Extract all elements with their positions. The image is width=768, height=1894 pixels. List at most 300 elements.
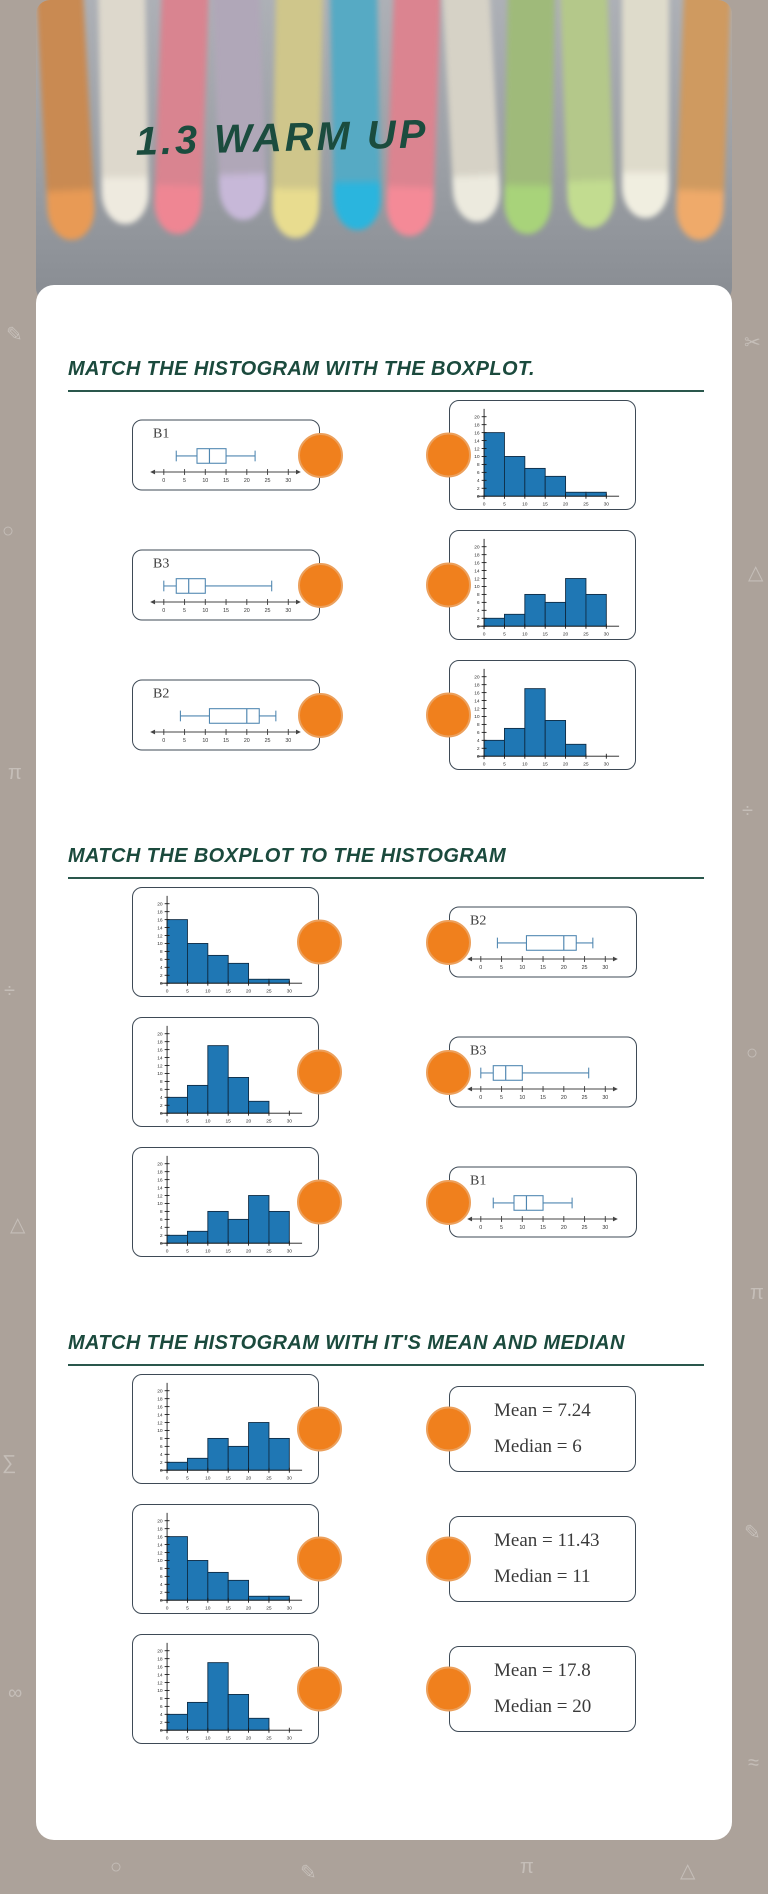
- svg-text:6: 6: [476, 731, 480, 737]
- math-doodle-icon: ∑: [2, 1452, 17, 1474]
- svg-text:20: 20: [245, 1606, 252, 1612]
- math-doodle-icon: ∞: [8, 1682, 23, 1704]
- match-connector-dot[interactable]: [297, 1537, 342, 1582]
- section-heading: MATCH THE HISTOGRAM WITH IT'S MEAN AND MEDIAN: [68, 1332, 625, 1354]
- svg-text:0: 0: [159, 1112, 163, 1118]
- svg-text:0: 0: [162, 738, 166, 745]
- svg-text:5: 5: [186, 1736, 189, 1742]
- svg-text:0: 0: [159, 982, 163, 988]
- svg-text:15: 15: [542, 502, 548, 508]
- svg-text:14: 14: [157, 1543, 163, 1549]
- svg-text:15: 15: [225, 1606, 231, 1612]
- svg-text:8: 8: [159, 1080, 163, 1086]
- svg-text:10: 10: [519, 1225, 526, 1232]
- svg-text:18: 18: [157, 1397, 163, 1403]
- svg-text:10: 10: [519, 1095, 526, 1102]
- match-connector-dot[interactable]: [298, 433, 343, 478]
- math-doodle-icon: ✎: [6, 324, 23, 346]
- math-doodle-icon: π: [8, 762, 22, 784]
- svg-text:20: 20: [474, 545, 480, 551]
- match-connector-dot[interactable]: [297, 1667, 342, 1712]
- match-card-boxplot-B2[interactable]: [132, 680, 320, 751]
- chalk-stick: [98, 0, 149, 224]
- svg-text:2: 2: [476, 487, 480, 493]
- svg-text:30: 30: [286, 1476, 293, 1482]
- svg-text:25: 25: [583, 762, 589, 768]
- svg-text:0: 0: [479, 965, 483, 972]
- svg-text:15: 15: [225, 1119, 231, 1125]
- svg-text:30: 30: [285, 478, 292, 485]
- svg-text:15: 15: [225, 989, 231, 995]
- svg-text:25: 25: [266, 1119, 272, 1125]
- svg-text:4: 4: [159, 1583, 163, 1589]
- svg-text:2: 2: [476, 747, 480, 753]
- svg-text:18: 18: [474, 423, 480, 429]
- boxplot-label: B3: [153, 556, 170, 572]
- svg-text:5: 5: [186, 1119, 189, 1125]
- match-card-histogram-H2[interactable]: [132, 1374, 319, 1484]
- svg-text:18: 18: [157, 1657, 163, 1663]
- svg-text:0: 0: [482, 502, 486, 508]
- worksheet-sheet: [36, 285, 732, 1840]
- svg-text:18: 18: [157, 1040, 163, 1046]
- match-connector-dot[interactable]: [426, 920, 471, 965]
- section-match-mean-median: [36, 1331, 732, 1744]
- svg-text:8: 8: [159, 1567, 163, 1573]
- svg-text:5: 5: [500, 1095, 504, 1102]
- svg-text:18: 18: [474, 553, 480, 559]
- mean-value: Mean = 17.8: [494, 1660, 591, 1681]
- match-connector-dot[interactable]: [297, 1050, 342, 1095]
- svg-text:15: 15: [223, 608, 230, 615]
- match-connector-dot[interactable]: [426, 563, 471, 608]
- svg-text:15: 15: [542, 762, 548, 768]
- svg-text:25: 25: [266, 1476, 272, 1482]
- boxplot-B3-chart: [133, 551, 319, 620]
- svg-text:25: 25: [581, 965, 588, 972]
- boxplot-label: B1: [153, 426, 170, 442]
- svg-text:5: 5: [503, 632, 506, 638]
- section-divider: [68, 390, 704, 392]
- histogram-H1-chart: [133, 1505, 318, 1613]
- svg-text:4: 4: [159, 966, 163, 972]
- svg-text:0: 0: [476, 755, 480, 761]
- svg-text:16: 16: [474, 691, 480, 697]
- histogram-H1-chart: [133, 888, 318, 996]
- svg-text:0: 0: [165, 1606, 169, 1612]
- section-divider: [68, 1364, 704, 1366]
- chalk-stick: [560, 0, 616, 229]
- match-card-histogram-H1[interactable]: [449, 400, 636, 510]
- svg-text:20: 20: [474, 675, 480, 681]
- svg-text:2: 2: [159, 1461, 163, 1467]
- match-card-histogram-H3[interactable]: [449, 660, 636, 770]
- svg-text:30: 30: [603, 502, 610, 508]
- svg-text:30: 30: [285, 738, 292, 745]
- svg-text:20: 20: [243, 738, 250, 745]
- svg-text:15: 15: [223, 478, 230, 485]
- svg-text:30: 30: [285, 608, 292, 615]
- svg-text:25: 25: [266, 1736, 272, 1742]
- svg-text:6: 6: [159, 1705, 163, 1711]
- svg-text:0: 0: [165, 1476, 169, 1482]
- svg-text:20: 20: [560, 1225, 567, 1232]
- svg-text:8: 8: [159, 1437, 163, 1443]
- svg-text:30: 30: [286, 1119, 293, 1125]
- match-card-mean-median[interactable]: [449, 1646, 636, 1732]
- svg-text:0: 0: [159, 1242, 163, 1248]
- svg-text:6: 6: [476, 471, 480, 477]
- svg-text:5: 5: [183, 478, 187, 485]
- math-doodle-icon: △: [10, 1214, 26, 1236]
- svg-text:5: 5: [186, 1249, 189, 1255]
- svg-text:10: 10: [157, 1202, 163, 1208]
- histogram-H3-chart: [450, 661, 635, 769]
- svg-text:12: 12: [474, 707, 480, 713]
- svg-text:0: 0: [479, 1095, 483, 1102]
- svg-text:0: 0: [159, 1469, 163, 1475]
- match-card-boxplot-B1[interactable]: [449, 1167, 637, 1238]
- svg-text:25: 25: [266, 1606, 272, 1612]
- svg-text:4: 4: [476, 479, 480, 485]
- svg-text:10: 10: [522, 632, 528, 638]
- match-connector-dot[interactable]: [426, 693, 471, 738]
- svg-text:25: 25: [266, 1249, 272, 1255]
- svg-text:16: 16: [157, 1048, 163, 1054]
- svg-text:16: 16: [157, 918, 163, 924]
- svg-text:14: 14: [157, 1056, 163, 1062]
- svg-text:20: 20: [560, 1095, 567, 1102]
- svg-text:8: 8: [476, 593, 480, 599]
- match-row: [36, 660, 732, 770]
- svg-text:20: 20: [562, 762, 569, 768]
- match-connector-dot[interactable]: [297, 1180, 342, 1225]
- svg-text:8: 8: [476, 463, 480, 469]
- svg-text:10: 10: [474, 455, 480, 461]
- math-doodle-icon: ✎: [744, 1522, 761, 1544]
- svg-text:16: 16: [474, 431, 480, 437]
- svg-text:16: 16: [157, 1178, 163, 1184]
- histogram-H3-chart: [133, 1018, 318, 1126]
- svg-text:14: 14: [474, 699, 480, 705]
- svg-text:15: 15: [225, 1736, 231, 1742]
- svg-text:20: 20: [157, 1649, 163, 1655]
- match-connector-dot[interactable]: [426, 1407, 471, 1452]
- svg-text:14: 14: [157, 1413, 163, 1419]
- match-card-mean-median[interactable]: [449, 1516, 636, 1602]
- svg-text:2: 2: [159, 1591, 163, 1597]
- match-connector-dot[interactable]: [298, 693, 343, 738]
- svg-text:12: 12: [474, 447, 480, 453]
- section-heading: MATCH THE HISTOGRAM WITH THE BOXPLOT.: [68, 358, 535, 380]
- svg-text:20: 20: [245, 1249, 252, 1255]
- svg-text:30: 30: [602, 1225, 609, 1232]
- svg-text:0: 0: [476, 495, 480, 501]
- svg-text:12: 12: [157, 1064, 163, 1070]
- match-card-boxplot-B3[interactable]: [132, 550, 320, 621]
- histogram-H2-chart: [450, 531, 635, 639]
- svg-text:0: 0: [165, 1119, 169, 1125]
- boxplot-B1-chart: [133, 421, 319, 490]
- svg-text:14: 14: [474, 439, 480, 445]
- svg-text:0: 0: [165, 989, 169, 995]
- svg-text:10: 10: [157, 1559, 163, 1565]
- svg-text:4: 4: [159, 1096, 163, 1102]
- svg-text:2: 2: [159, 1721, 163, 1727]
- svg-text:25: 25: [266, 989, 272, 995]
- svg-text:0: 0: [162, 478, 166, 485]
- svg-text:20: 20: [562, 502, 569, 508]
- chalk-stick: [36, 0, 96, 241]
- match-row: [36, 530, 732, 640]
- histogram-H3-chart: [133, 1635, 318, 1743]
- svg-text:25: 25: [583, 632, 589, 638]
- svg-text:6: 6: [159, 958, 163, 964]
- math-doodle-icon: ✂: [744, 332, 761, 354]
- match-card-histogram-H3[interactable]: [132, 1634, 319, 1744]
- svg-text:15: 15: [225, 1476, 231, 1482]
- svg-text:4: 4: [159, 1226, 163, 1232]
- svg-text:10: 10: [157, 942, 163, 948]
- section-heading: MATCH THE BOXPLOT TO THE HISTOGRAM: [68, 845, 507, 867]
- svg-text:20: 20: [243, 478, 250, 485]
- svg-text:5: 5: [500, 1225, 504, 1232]
- svg-text:20: 20: [245, 989, 252, 995]
- svg-text:20: 20: [245, 1476, 252, 1482]
- svg-text:15: 15: [540, 1095, 547, 1102]
- svg-text:10: 10: [205, 1476, 211, 1482]
- svg-text:14: 14: [157, 926, 163, 932]
- section-divider: [68, 877, 704, 879]
- svg-text:2: 2: [159, 1104, 163, 1110]
- mean-value: Mean = 7.24: [494, 1400, 591, 1421]
- math-doodle-icon: ○: [110, 1856, 123, 1878]
- match-row: [36, 400, 732, 510]
- svg-text:8: 8: [159, 950, 163, 956]
- svg-text:6: 6: [159, 1088, 163, 1094]
- math-doodle-icon: ÷: [4, 980, 15, 1002]
- svg-text:25: 25: [264, 738, 271, 745]
- svg-text:10: 10: [202, 478, 209, 485]
- match-card-boxplot-B3[interactable]: [449, 1037, 637, 1108]
- svg-text:20: 20: [157, 1519, 163, 1525]
- svg-text:5: 5: [186, 1606, 189, 1612]
- math-doodle-icon: △: [680, 1860, 696, 1882]
- match-connector-dot[interactable]: [297, 1407, 342, 1452]
- match-row: [36, 887, 732, 997]
- svg-text:25: 25: [581, 1095, 588, 1102]
- histogram-H2-chart: [133, 1148, 318, 1256]
- svg-text:10: 10: [202, 608, 209, 615]
- chalk-stick: [675, 0, 731, 241]
- svg-text:20: 20: [157, 1162, 163, 1168]
- svg-text:10: 10: [157, 1689, 163, 1695]
- svg-text:16: 16: [157, 1665, 163, 1671]
- svg-text:2: 2: [159, 974, 163, 980]
- svg-text:20: 20: [157, 902, 163, 908]
- svg-text:14: 14: [157, 1186, 163, 1192]
- svg-text:18: 18: [474, 683, 480, 689]
- svg-text:30: 30: [603, 632, 610, 638]
- svg-text:6: 6: [476, 601, 480, 607]
- svg-text:2: 2: [159, 1234, 163, 1240]
- svg-text:4: 4: [476, 609, 480, 615]
- match-connector-dot[interactable]: [297, 920, 342, 965]
- svg-text:8: 8: [476, 723, 480, 729]
- svg-text:10: 10: [205, 1736, 211, 1742]
- svg-text:20: 20: [157, 1389, 163, 1395]
- boxplot-label: B1: [470, 1173, 487, 1189]
- match-row: [36, 1504, 732, 1614]
- svg-text:10: 10: [522, 502, 528, 508]
- svg-text:15: 15: [542, 632, 548, 638]
- match-row: [36, 1147, 732, 1257]
- svg-text:16: 16: [157, 1535, 163, 1541]
- section-match-boxplot-histogram: [36, 844, 732, 1257]
- match-connector-dot[interactable]: [426, 1180, 471, 1225]
- match-row: [36, 1634, 732, 1744]
- match-card-boxplot-B1[interactable]: [132, 420, 320, 491]
- svg-text:16: 16: [474, 561, 480, 567]
- svg-text:15: 15: [540, 965, 547, 972]
- chalk-stick: [622, 0, 669, 218]
- median-value: Median = 6: [494, 1436, 582, 1457]
- svg-text:12: 12: [157, 1194, 163, 1200]
- match-card-boxplot-B2[interactable]: [449, 907, 637, 978]
- svg-text:6: 6: [159, 1445, 163, 1451]
- match-card-histogram-H2[interactable]: [132, 1147, 319, 1257]
- svg-text:30: 30: [603, 762, 610, 768]
- boxplot-B1-chart: [450, 1168, 636, 1237]
- match-connector-dot[interactable]: [426, 433, 471, 478]
- svg-text:0: 0: [476, 625, 480, 631]
- svg-text:0: 0: [482, 762, 486, 768]
- boxplot-label: B2: [470, 913, 487, 929]
- svg-text:12: 12: [157, 1421, 163, 1427]
- svg-text:5: 5: [503, 762, 506, 768]
- svg-text:15: 15: [540, 1225, 547, 1232]
- svg-text:25: 25: [264, 608, 271, 615]
- svg-text:2: 2: [476, 617, 480, 623]
- svg-text:18: 18: [157, 1527, 163, 1533]
- svg-text:8: 8: [159, 1210, 163, 1216]
- svg-text:10: 10: [474, 715, 480, 721]
- svg-text:10: 10: [205, 989, 211, 995]
- svg-text:10: 10: [205, 1249, 211, 1255]
- svg-text:6: 6: [159, 1218, 163, 1224]
- boxplot-B2-chart: [450, 908, 636, 977]
- svg-text:12: 12: [157, 934, 163, 940]
- svg-text:25: 25: [264, 478, 271, 485]
- svg-text:12: 12: [474, 577, 480, 583]
- svg-text:10: 10: [157, 1072, 163, 1078]
- histogram-H1-chart: [450, 401, 635, 509]
- svg-text:5: 5: [503, 502, 506, 508]
- match-card-mean-median[interactable]: [449, 1386, 636, 1472]
- boxplot-label: B2: [153, 686, 170, 702]
- match-connector-dot[interactable]: [426, 1050, 471, 1095]
- match-card-histogram-H1[interactable]: [132, 1504, 319, 1614]
- svg-text:10: 10: [157, 1429, 163, 1435]
- svg-text:25: 25: [583, 502, 589, 508]
- match-card-histogram-H1[interactable]: [132, 887, 319, 997]
- svg-text:0: 0: [165, 1249, 169, 1255]
- math-doodle-icon: π: [520, 1856, 534, 1878]
- boxplot-B2-chart: [133, 681, 319, 750]
- svg-text:12: 12: [157, 1551, 163, 1557]
- chalk-stick: [212, 0, 268, 221]
- svg-text:20: 20: [245, 1119, 252, 1125]
- svg-text:20: 20: [474, 415, 480, 421]
- svg-text:0: 0: [479, 1225, 483, 1232]
- svg-text:0: 0: [165, 1736, 169, 1742]
- svg-text:5: 5: [186, 1476, 189, 1482]
- svg-text:20: 20: [562, 632, 569, 638]
- svg-text:10: 10: [205, 1119, 211, 1125]
- svg-text:30: 30: [286, 1606, 293, 1612]
- svg-text:30: 30: [602, 1095, 609, 1102]
- match-card-histogram-H2[interactable]: [449, 530, 636, 640]
- svg-text:15: 15: [223, 738, 230, 745]
- svg-text:10: 10: [205, 1606, 211, 1612]
- match-card-histogram-H3[interactable]: [132, 1017, 319, 1127]
- section-match-histogram-boxplot: [36, 357, 732, 770]
- svg-text:30: 30: [286, 1736, 293, 1742]
- svg-text:10: 10: [519, 965, 526, 972]
- math-doodle-icon: ÷: [742, 800, 753, 822]
- chalk-stick: [504, 0, 556, 234]
- mean-value: Mean = 11.43: [494, 1530, 600, 1551]
- svg-text:5: 5: [183, 608, 187, 615]
- match-row: [36, 1374, 732, 1484]
- svg-text:8: 8: [159, 1697, 163, 1703]
- svg-text:6: 6: [159, 1575, 163, 1581]
- boxplot-B3-chart: [450, 1038, 636, 1107]
- svg-text:20: 20: [157, 1032, 163, 1038]
- svg-text:30: 30: [602, 965, 609, 972]
- svg-text:0: 0: [162, 608, 166, 615]
- match-row: [36, 1017, 732, 1127]
- svg-text:0: 0: [482, 632, 486, 638]
- median-value: Median = 20: [494, 1696, 592, 1717]
- svg-text:16: 16: [157, 1405, 163, 1411]
- median-value: Median = 11: [494, 1566, 591, 1587]
- svg-text:0: 0: [159, 1729, 163, 1735]
- math-doodle-icon: △: [748, 562, 764, 584]
- svg-text:4: 4: [159, 1713, 163, 1719]
- svg-text:18: 18: [157, 1170, 163, 1176]
- svg-text:14: 14: [474, 569, 480, 575]
- chalk-photo-header: [36, 0, 732, 302]
- page-title: 1.3 WARM UP: [134, 112, 430, 164]
- svg-text:10: 10: [202, 738, 209, 745]
- match-connector-dot[interactable]: [426, 1537, 471, 1582]
- svg-text:20: 20: [560, 965, 567, 972]
- svg-text:30: 30: [286, 1249, 293, 1255]
- svg-text:15: 15: [225, 1249, 231, 1255]
- svg-text:10: 10: [474, 585, 480, 591]
- svg-text:10: 10: [522, 762, 528, 768]
- match-connector-dot[interactable]: [298, 563, 343, 608]
- math-doodle-icon: π: [750, 1282, 764, 1304]
- svg-text:12: 12: [157, 1681, 163, 1687]
- svg-text:20: 20: [243, 608, 250, 615]
- match-connector-dot[interactable]: [426, 1667, 471, 1712]
- svg-text:5: 5: [186, 989, 189, 995]
- histogram-H2-chart: [133, 1375, 318, 1483]
- svg-text:18: 18: [157, 910, 163, 916]
- svg-text:30: 30: [286, 989, 293, 995]
